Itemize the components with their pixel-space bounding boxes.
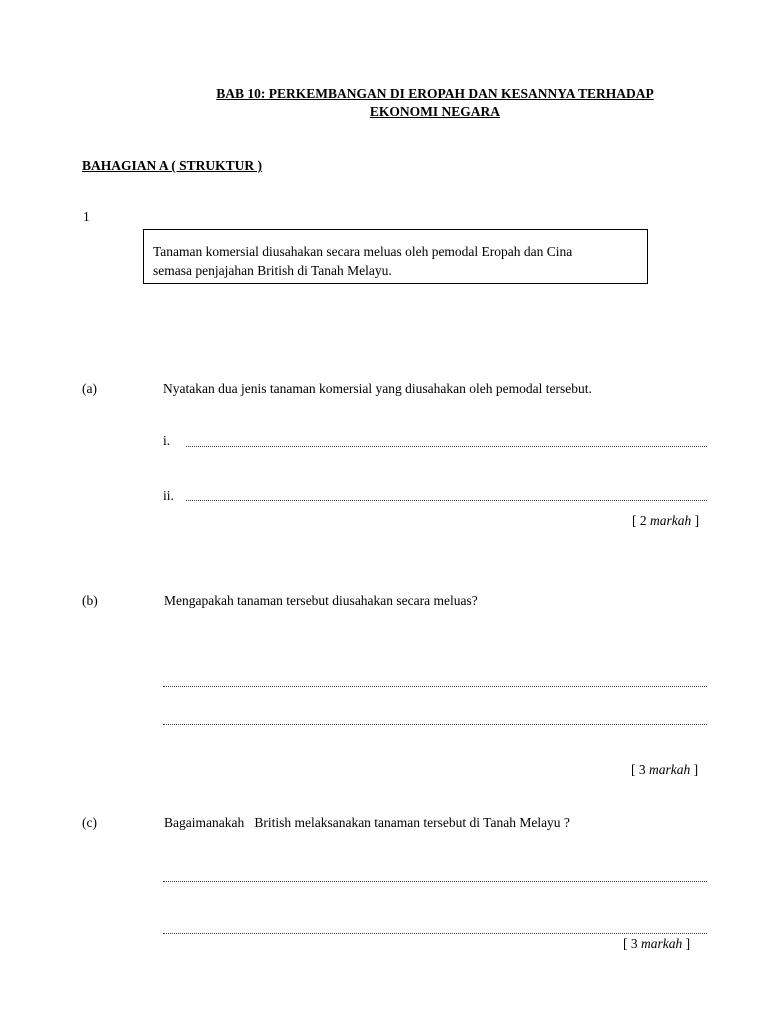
question-c-text: Bagaimanakah British melaksanakan tanaman tersebut di Tanah Melayu ? (164, 815, 570, 830)
answer-c-line1[interactable] (163, 867, 707, 882)
question-number: 1 (83, 209, 90, 224)
section-heading: BAHAGIAN A ( STRUKTUR ) (82, 158, 263, 173)
marks-c-open: [ 3 (623, 936, 641, 951)
marks-c-word: markah (641, 936, 683, 951)
marks-c-close: ] (682, 936, 691, 951)
answer-c-line2[interactable] (163, 919, 707, 934)
marks-b (631, 762, 698, 778)
marks-a (632, 513, 699, 529)
stimulus-line2: semasa penjajahan British di Tanah Melayu. (153, 263, 392, 278)
marks-b-word: markah (649, 762, 691, 777)
stimulus-box (143, 229, 648, 284)
answer-a-item1-line[interactable] (186, 432, 707, 447)
question-b-text: Mengapakah tanaman tersebut diusahakan secara meluas? (164, 593, 478, 608)
answer-a-item1-label: i. (163, 433, 171, 448)
marks-c (623, 936, 690, 952)
answer-a-item2-line[interactable] (186, 486, 707, 501)
question-c-label: (c) (82, 815, 97, 830)
chapter-title-line1: BAB 10: PERKEMBANGAN DI EROPAH DAN KESANNYA TERHADAP (216, 86, 654, 101)
marks-a-close: ] (691, 513, 700, 528)
question-a-text: Nyatakan dua jenis tanaman komersial yang diusahakan oleh pemodal tersebut. (163, 381, 592, 396)
chapter-title-line2: EKONOMI NEGARA (369, 104, 501, 119)
marks-a-word: markah (650, 513, 692, 528)
answer-b-line1[interactable] (163, 672, 707, 687)
answer-b-line2[interactable] (163, 710, 707, 725)
marks-b-close: ] (690, 762, 699, 777)
question-b-label: (b) (82, 593, 98, 608)
question-a-label: (a) (82, 381, 97, 396)
marks-a-open: [ 2 (632, 513, 650, 528)
marks-b-open: [ 3 (631, 762, 649, 777)
stimulus-line1: Tanaman komersial diusahakan secara meluas oleh pemodal Eropah dan Cina (153, 244, 573, 259)
answer-a-item2-label: ii. (163, 488, 174, 503)
